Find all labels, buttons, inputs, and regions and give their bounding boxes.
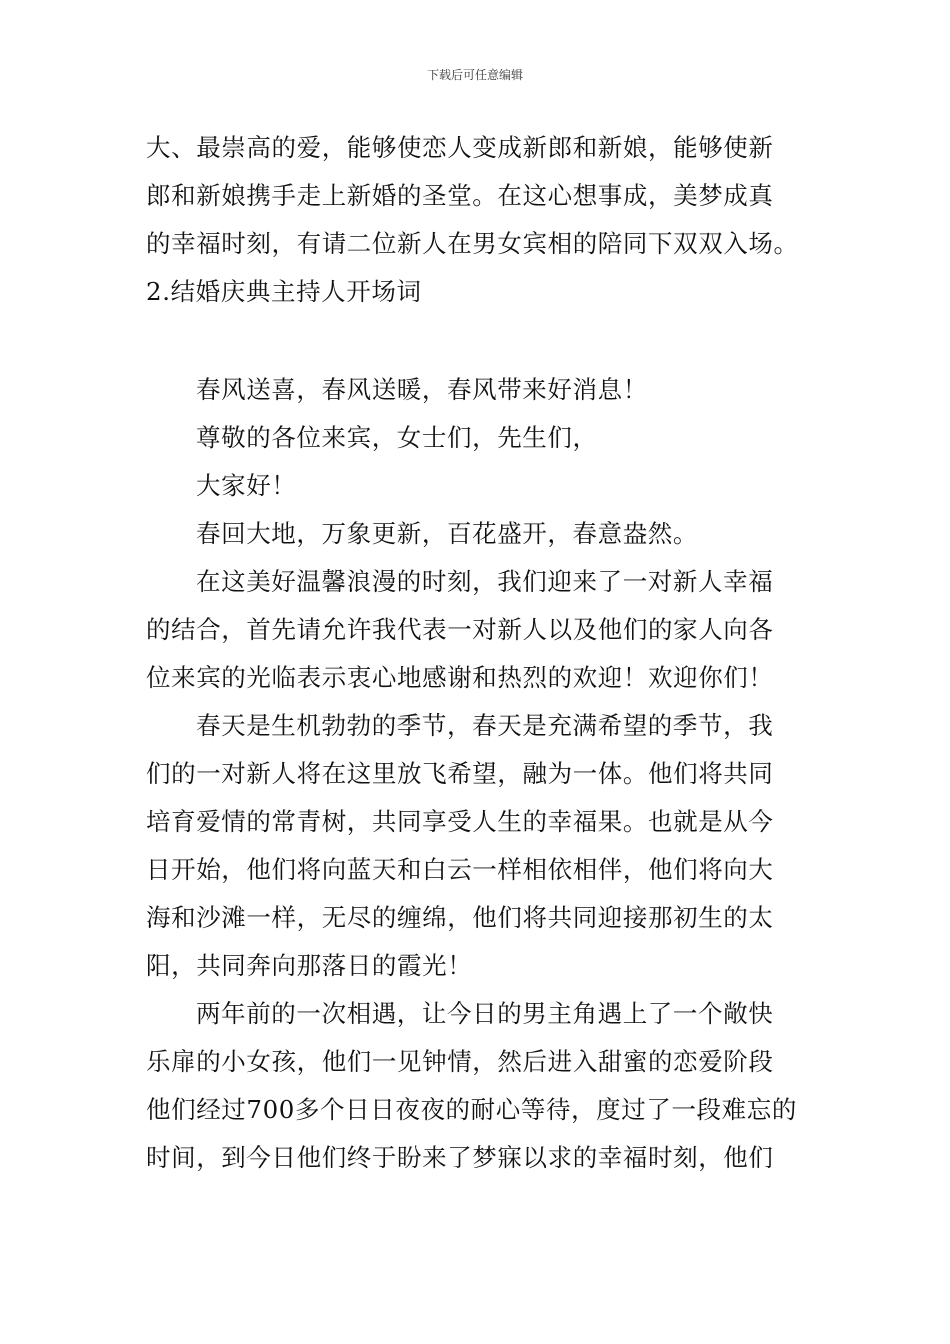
text-line: 位来宾的光临表示衷心地感谢和热烈的欢迎！欢迎你们！	[146, 663, 774, 692]
text-line: 春回大地，万象更新，百花盛开，春意盎然。	[196, 519, 698, 548]
page-header: 下载后可任意编辑	[426, 68, 523, 82]
paragraph-start: 春天是生机勃勃的季节，春天是充满希望的季节，我	[196, 711, 774, 740]
text-line: 他们经过700多个日日夜夜的耐心等待，度过了一段难忘的	[146, 1095, 797, 1124]
text-line: 尊敬的各位来宾，女士们，先生们，	[196, 423, 598, 452]
text-line: 春风送喜，春风送暖，春风带来好消息！	[196, 375, 648, 404]
text-line: 乐扉的小女孩，他们一见钟情，然后进入甜蜜的恋爱阶段	[146, 1047, 774, 1076]
document-body	[146, 124, 806, 1182]
text-line: 的幸福时刻，有请二位新人在男女宾相的陪同下双双入场。	[146, 229, 799, 258]
text-line: 时间，到今日他们终于盼来了梦寐以求的幸福时刻，他们	[146, 1143, 774, 1172]
text-line: 阳，共同奔向那落日的霞光！	[146, 951, 473, 980]
text-line: 郎和新娘携手走上新婚的圣堂。在这心想事成，美梦成真	[146, 181, 774, 210]
text-line: 培育爱情的常青树，共同享受人生的幸福果。也就是从今	[146, 807, 774, 836]
section-heading: 2.结婚庆典主持人开场词	[146, 277, 422, 306]
text-line: 大、最崇高的爱，能够使恋人变成新郎和新娘，能够使新	[146, 133, 774, 162]
paragraph-start: 两年前的一次相遇，让今日的男主角遇上了一个敞快	[196, 999, 774, 1028]
text-line: 的结合，首先请允许我代表一对新人以及他们的家人向各	[146, 615, 774, 644]
text-line: 们的一对新人将在这里放飞希望，融为一体。他们将共同	[146, 759, 774, 788]
text-line: 海和沙滩一样，无尽的缠绵，他们将共同迎接那初生的太	[146, 903, 774, 932]
paragraph-start: 在这美好温馨浪漫的时刻，我们迎来了一对新人幸福	[196, 567, 774, 596]
text-line: 日开始，他们将向蓝天和白云一样相依相伴，他们将向大	[146, 855, 774, 884]
blank-gap	[146, 316, 806, 366]
text-line: 大家好！	[196, 471, 297, 500]
